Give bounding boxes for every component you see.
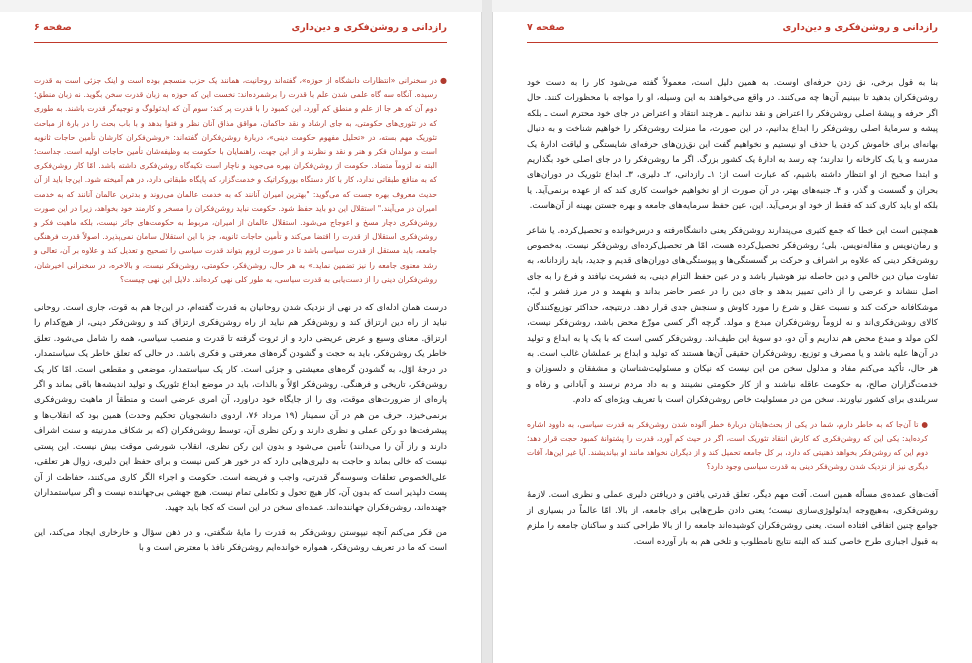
interview-question [527, 418, 938, 475]
question-text: ● تا آن‌جا که به خاطر دارم، شما در یکی از بحث‌هایتان دربارهٔ خطر آلوده شدن روشن‌فکر به قدرت سیاسی، به داوود اشاره کرده‌اید: یکی این که روشن‌فکری که کارش انتقاد تئوریک است، اگر در حیث کم آورد، قدرت را پشتوانهٔ کمبود حجت قرار دهد؛ دوم این که روشن‌فکر بخواهد ذهنیتی که دارد، بر کل جامعه تحمیل کند و از دیگران نخواهد مانند او بیاندیشند. آیا غیر این‌ها، آفات دیگری نیز از نزدیک شدن روشن‌فکر دینی به قدرت سیاسی وجود دارد؟ [527, 419, 928, 472]
running-title: رازدانی و روشن‌فکری و دین‌داری [291, 22, 447, 33]
body-paragraph: آفت‌های عمده‌ی مسأله همین است. آفت مهم دیگر، تعلق قدرتی یافتن و دریافتن دلیری عملی و نظری است. لازمهٔ روشن‌فکری، به‌هیچ‌وجه ایدئولوژی‌سازی نیست؛ یعنی دادن طرح‌هایی برای جامعه، از بالا. امّا عالماً در بسیاری از جوامع چنین اتفاقی افتاده است. یعنی روشن‌فکران کوشیده‌اند جامعه را از بالا طراحی کنند و ساکنان جامعه را ملزم به قبول اجباری طرح خاصی کنند که البته نتایج نامطلوب و تلخی هم به بار آورده است. [527, 490, 938, 547]
running-title: رازدانی و روشن‌فکری و دین‌داری [782, 22, 938, 33]
left-page [0, 12, 482, 663]
bullet-icon: ● [440, 76, 447, 85]
book-gutter [482, 0, 492, 663]
page-number: صفحه ۶ [34, 22, 72, 33]
page-header [34, 22, 447, 40]
page-number: صفحه ۷ [527, 22, 565, 33]
right-page [492, 12, 972, 663]
interview-question [34, 74, 447, 287]
question-text: در سخنرانی «انتظارات دانشگاه از حوزه»، گفته‌اند روحانیت، همانند یک حزب منسجم بوده است و اینک جزئی است به قدرت رسیده. آنگاه سه گاه علمی شدن علم با قدرت را برشمرده‌اند: نخست این که حوزه به زبان قدرت سخن بگوید. نه زبان منطق؛ دوم آن که هر جا از علم و منطق کم آورد، این کمبود را با قدرت پر کند؛ سوم آن که ایدئولوگ و توجیه‌گر قدرت باشند. به طوری که در تئوری‌های حکومتی، به جای ارشاد و نقد حاکمان، مواقق مذاق آنان نظر و فتوا بدهد و با باب بحث را در بارهٔ از مباحث تئوریک مهم بسته، در «تحلیل مفهوم حکومت دینی»، دربارهٔ روشن‌فکران گفته‌اند: «روشن‌فکران کارشان تأمین حاجات ثانویه است و مولدان فکر و هنر و نقد و نظرند و از این جهت، راهنمایان با حکومت به وظیفه‌شان تأمین حاجات اولیه است. جداست؛ البته نه لزوماً متضاد. حکومت از روشن‌فکران بهره می‌جوید و ناچار است تکیه‌گاه روشن‌فکری داشته باشد. امّا کار روشن‌فکری که به منافع طبقاتی ندارد، کار با کار دستگاه بوروکراتیک و خدمت‌گزار، که پایگاه طبقاتی دارد، در هم آمیخته شود. این‌جا باید از آن حدیث معروف بهره جست که می‌گوید: "بهترین امیران آنانند که به خدمت عالمان می‌روند و بدترین عالمان آنانند که به خدمت امیران در می‌آیند." استقلال این دو باید حفظ شود. حکومت نباید روشن‌فکران را مسخر و کارمند خود بخواهد، زیرا در این صورت روشن‌فکری دچار مسخ و اعوجاج می‌شود. استقلال عالمان از امیران، مربوط به حکومت‌های جائر نیست، بلکه ماهیت فکر و روشن‌فکری استقلال از قدرت را اقتضا می‌کند و تأمین حاجات ثانویه، جز با این استقلال سامان نمی‌پذیرد. اصولاً قدرت فرهنگی جامعه، باید مستقل از قدرت سیاسی باشد تا در صورت لزوم بتواند قدرت سیاسی را تصحیح و تعدیل کند و علاوه بر آن، تعالی و رشد معنوی جامعه را نیز تضمین نماید.» به هر حال، روشن‌فکر، حکومتی، روشن‌فکر نیست، و بالاخره، در سخنرانی اخیرشان، روشن‌فکران دینی را از دست‌یابی به قدرت سیاسی، به طور کلی نهی کرده‌اند. دلایل این نهی چیست؟ [34, 76, 437, 284]
header-rule [527, 42, 938, 43]
body-paragraph: بنا به قول برخی، نق زدن حرفه‌ای اوست. به همین دلیل است، معمولاً گفته می‌شود کار را به دست خود روشن‌فکران بدهید تا ببینیم آن‌ها چه می‌کنند. در واقع می‌خواهند به این وسیله، او را مواجه با محظورات کنند. حال اگر حرفه و پیشهٔ اصلی روشن‌فکر را اعتراض و نقد ندانیم ـ هرچند انتقاد و اعتراض در جای خود محترم است ـ بلکه پیشه و سرمایهٔ اصلی روشن‌فکر را ابداع بدانیم، در این صورت، ما منزلت روشن‌فکر را خواهیم شناخت و به دنبال بهانه‌ای برای خاموش کردن یا حذف او نیستیم و نخواهیم گفت این نق‌زن‌های حرفه‌ای شایستگی و لیاقت ادارهٔ یک مدرسه و یا یک کارخانه را ندارند؛ چه رسد به ادارهٔ یک کشور بزرگ. اگر ما روشن‌فکر را در جای اصلی خود بگذاریم و ابتدا صحیح از او انتظار داشته باشیم، که عبارت است از: ۱ـ رازدانی، ۲ـ دلیری، ۳ـ ابداع تئوریک در دوران‌های بحران و گسست و گذر، و ۴ـ جنبه‌های بهتر، در آن صورت از او نخواهیم خواست کاری کند که از عهده برنمی‌آید. یا بلکه او باید کاری کند که فقط از خود او برمی‌آید. این، عین حفظ سرمایه‌های جامعه و بهره جستن بهینه از آن‌هاست. [527, 78, 939, 212]
body-paragraph: من فکر می‌کنم آنچه نیپوستن روشن‌فکر به قدرت را مایهٔ شگفتی، و در ذهن سؤال و خارخاری ایجاد می‌کند، این است که ما در تعریف روشن‌فکر، همواره خوانده‌ایم روشن‌فکر نافذ با معترض است و با [34, 527, 447, 554]
header-rule [34, 42, 447, 43]
body-paragraph: درست همان ادله‌ای که در نهی از نزدیک شدن روحانیان به قدرت گفته‌ام، در این‌جا هم به قوت، جاری است. روحانی نباید از راه دین ارتزاق کند و روشن‌فکر هم نباید از راه روشن‌فکری ارتزاق کند و روشن‌فکر دینی، از هیچ‌کدام را ارتزاق. معنای وسیع و عرض عریضی دارد و از ثروت گرفته تا قدرت و منصب سیاسی، همه را شامل می‌شود. تعلق خاطر یک روشن‌فکر، باید به حجت و گشودن گره‌های معرفتی و فکری باشد. در حالی که تعلق خاطر یک سیاستمدار، در درجهٔ اوّل، به گشودن گره‌های معیشتی و جزئی است. کار یک سیاستمدار، موضعی و مقطعی است. امّا کار یک روشن‌فکر، تاریخی و فرهنگی. روشن‌فکر اوّلاً و بالذات، باید در موضع ابداع تئوریک و تولید اندیشه‌ها باقی بماند و اگر پاره‌ای از ضرورت‌های موقت، وی را از جایگاه خود دراورد، آن امری عرضی است و منطقاً از ماهیت روشن‌فکری برنمی‌خیزد. حرف من هم در آن سمینار (۱۹ مرداد ۷۶، اردوی دانشجویان تحکیم وحدت) همین بود که انقلاب‌ها و پیشرفت‌ها دو رکن عملی و نظری دارند و رکن نظری آن، توسط روشن‌فکران (که بر شکاف مدرنیته و سنت اشراف دارند و راز آن را می‌دانند) تأمین می‌شود و بدون این رکن نظری، انقلاب شورشی موقت بیش نیست. این پستی نیست که خالی بماند و حاجت به دلیری‌هایی دارد که در خور هر کس نیست و برای حفظ این دلیری، زوال هر تعلقی، علی‌الخصوص تعلقات وسوسه‌گر قدرتی، واجب و فریضه است. حکومت و اجراء الگر کاری می‌کنند، حفاظت از آن پست دلپذیر است که بدون آن، کار هیچ تحول و تکاملی تمام نیست. هیچ جهشی بی‌جهاننده نیست و اگر سیاستمداران جهنده‌اند، روشن‌فکران جهاننده‌اند. عمده‌ای سخن در این است که کجا باید جهید. [34, 303, 447, 514]
body-paragraph: همچنین است این خطا که جمع کثیری می‌پندارند روشن‌فکر یعنی دانشگاه‌رفته و درس‌خوانده و تحصیل‌کرده. یا شاعر و رمان‌نویس و مقاله‌نویس. بلی؛ روشن‌فکر تحصیل‌کرده هست، امّا هر تحصیل‌کرده‌ای روشن‌فکر نیست. به‌خصوص روشن‌فکر دینی که علاوه بر اشراف و حرکت بر گسستگی‌ها و پیوستگی‌های دوران‌های قدیم و جدید، باید رازدانانه، به تفاوت میان دین خالص و دین حاصله نیز هوشیار باشد و در عین حفظ التزام دینی، به فشریت نیافتد و فرع را به جای اصل ننشاند و عرضی را از ذاتی تمییز بدهد و جای دین را در عصر حاضر بداند و بفهمد و در مرز فشر و لبّ، موشکافانه حرکت کند و نسبت عقل و شرع را مورد کاوش و سنجش جدی قرار دهد. درنتیجه، حداکثر توزیع‌کنندگان کالای روشن‌فکری‌اند و نه لزوماً روشن‌فکران مبدع و مولد. گرچه اگر کسی موزّع محض باشد، روشن‌فکر نیست، لکن مولد و مبدع محض هم نداریم و آن دو، دو سویهٔ این طیف‌اند. روشن‌فکر کسی است که با یک پا به ابداع و تولید در آن‌ها علیه باشد و یا مصرف و توزیع. روشن‌فکران حقیقی آن‌ها هستند که تولید و ابداع بر عملشان غالب است. به هر حال، تأکید می‌کنم مفاد و مدلول سخن من این نیست که نیکان و مسئولیت‌شناسان و مشفقان و دلسوزان و خدمت‌گزاران صالح، به حکومت عاقله نباشند و از کار حکومتی نشینند و به داد مردم نرسند و آبادانی و رفاه و سربلندی برای کشور نیاورند. سخن من در مسئولیت خاص روشن‌فکران است با تعریف ویژه‌ای که دادم. [527, 225, 938, 406]
page-header [527, 22, 938, 40]
text-column [34, 74, 447, 566]
text-column [527, 76, 938, 559]
